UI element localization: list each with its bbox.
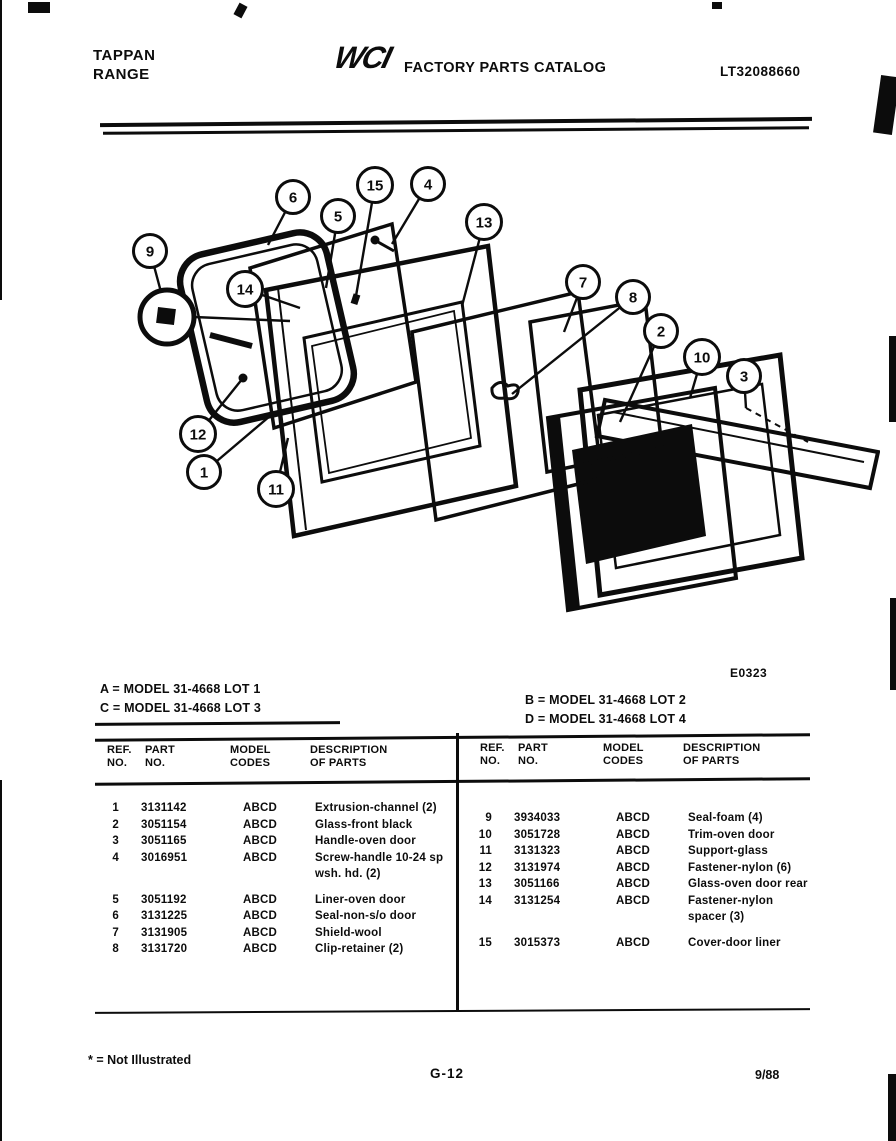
header-line: REF.: [107, 744, 132, 756]
codes-cell: ABCD: [616, 861, 651, 874]
codes-cell: ABCD: [243, 802, 278, 814]
callout-number: 12: [189, 426, 207, 444]
table-rule-top: [95, 733, 810, 742]
page-number: G-12: [430, 1066, 465, 1081]
seal-foam-sample: [156, 307, 176, 325]
model-b: B = MODEL 31-4668 LOT 2: [525, 693, 687, 707]
callout-number: 8: [628, 289, 638, 307]
ref-cell: 7: [112, 926, 119, 939]
desc-cell: Fastener-nylon spacer (3): [688, 894, 774, 923]
part-cell: 3131142: [141, 802, 187, 814]
part-cell: 3051192: [141, 893, 187, 906]
callout-number: 3: [739, 368, 749, 386]
liner-window-outer: [304, 302, 480, 482]
ref-cell: 8: [112, 943, 119, 955]
header-line: DESCRIPTION: [310, 744, 388, 756]
brand-line-1: TAPPAN: [93, 47, 156, 64]
callout-11: [259, 472, 294, 507]
ref-cell: 1: [112, 802, 119, 814]
codes-cell: ABCD: [243, 943, 278, 955]
header-line: PART: [145, 744, 175, 756]
description-header: [683, 742, 810, 767]
codes-cell: ABCD: [616, 828, 651, 841]
header-line: CODES: [603, 754, 644, 767]
header-line: MODEL: [603, 742, 644, 754]
callout-13: [467, 205, 502, 240]
callout-5: [322, 200, 355, 233]
header-line: MODEL: [230, 744, 271, 756]
callout-1: [188, 456, 221, 489]
desc-cell: Cover-door liner: [688, 936, 781, 949]
brand-name: [93, 46, 155, 84]
scan-artifact: [28, 2, 50, 13]
table-divider: [456, 733, 459, 1012]
header-line: NO.: [145, 756, 166, 769]
part-no-header: [518, 742, 603, 767]
desc-cell: Shield-wool: [315, 926, 382, 939]
callout-15: [358, 168, 393, 203]
description-header: [310, 744, 455, 769]
table-row: [470, 843, 810, 860]
codes-cell: ABCD: [243, 893, 278, 906]
table-row: [97, 925, 455, 942]
ref-no-header: [480, 742, 518, 767]
table-row: [97, 833, 455, 850]
callout-number: 10: [693, 349, 711, 367]
table-header-right: [470, 742, 810, 767]
header-rule-top: [100, 117, 812, 127]
ref-cell: 5: [112, 893, 119, 906]
callout-10: [685, 340, 720, 375]
part-cell: 3131974: [514, 861, 561, 874]
codes-cell: ABCD: [243, 926, 278, 939]
callout-number: 1: [199, 464, 209, 482]
table-row: [97, 800, 455, 817]
parts-table-left: [97, 800, 455, 958]
ref-cell: 14: [478, 894, 492, 907]
desc-cell: Extrusion-channel (2): [315, 802, 437, 814]
exploded-oven-door-diagram: [60, 150, 880, 670]
date-code: 9/88: [755, 1068, 780, 1082]
blob-pointer-line: [194, 317, 290, 321]
table-row: [470, 893, 810, 926]
part-cell: 3131323: [514, 845, 561, 857]
callout-number: 13: [475, 214, 493, 232]
ref-cell: 10: [478, 828, 492, 841]
callout-number: 14: [236, 281, 254, 299]
callout-number: 2: [656, 323, 666, 341]
table-row: [97, 908, 455, 925]
scan-artifact: [890, 598, 896, 690]
not-illustrated-note: * = Not Illustrated: [88, 1053, 192, 1067]
scan-artifact: [889, 336, 896, 422]
table-row: [97, 941, 455, 958]
desc-cell: Seal-foam (4): [688, 812, 763, 824]
desc-cell: Screw-handle 10-24 sp wsh. hd. (2): [315, 851, 444, 880]
model-d: D = MODEL 31-4668 LOT 4: [525, 712, 687, 726]
header-line: NO.: [107, 756, 128, 769]
ref-cell: 6: [112, 910, 119, 922]
callout-number: 4: [423, 176, 433, 194]
table-row: [470, 876, 810, 893]
seal-tail: [210, 335, 252, 346]
rear-door-window: [572, 424, 706, 564]
part-cell: 3131254: [514, 894, 561, 907]
callout-4: [412, 168, 445, 201]
part-cell: 3131720: [141, 943, 188, 955]
brand-line-2: RANGE: [93, 66, 150, 83]
table-row: [97, 892, 455, 909]
model-codes-header: [230, 744, 310, 769]
part-cell: 3131905: [141, 926, 188, 939]
desc-cell: Liner-oven door: [315, 893, 406, 906]
model-codes-header: [603, 742, 683, 767]
table-rule-header: [95, 777, 810, 786]
header-rule-bottom: [103, 126, 809, 135]
part-cell: 3051728: [514, 828, 561, 841]
header-line: OF PARTS: [310, 756, 367, 769]
part-cell: 3934033: [514, 812, 561, 824]
callout-number: 7: [578, 274, 588, 292]
callout-number: 5: [333, 208, 343, 226]
callout-2: [645, 315, 678, 348]
table-row: [470, 810, 810, 827]
model-a: A = MODEL 31-4668 LOT 1: [100, 682, 261, 696]
header-line: NO.: [518, 754, 539, 767]
part-cell: 3131225: [141, 910, 188, 922]
model-list-left: [100, 680, 261, 718]
callout-number: 15: [366, 177, 384, 195]
desc-cell: Glass-front black: [315, 818, 413, 831]
codes-cell: ABCD: [243, 835, 278, 847]
ref-no-header: [107, 744, 145, 769]
codes-cell: ABCD: [616, 878, 651, 890]
wci-logo: WCI: [330, 40, 394, 75]
part-cell: 3051166: [514, 878, 560, 890]
table-row: [97, 817, 455, 834]
part-cell: 3015373: [514, 936, 561, 949]
part-cell: 3016951: [141, 851, 188, 864]
callout-12: [181, 417, 216, 452]
model-c: C = MODEL 31-4668 LOT 3: [100, 701, 262, 715]
callout3-dashed-line: [746, 408, 808, 442]
model-list-right: [525, 691, 686, 729]
part-cell: 3051165: [141, 835, 187, 847]
catalog-title: FACTORY PARTS CATALOG: [404, 60, 607, 76]
callout-9: [134, 235, 167, 268]
ref-cell: 13: [478, 878, 492, 890]
desc-cell: Glass-oven door rear: [688, 878, 808, 890]
callout-14: [228, 272, 263, 307]
document-number: LT32088660: [720, 64, 801, 79]
scan-artifact: [712, 2, 722, 9]
desc-cell: Support-glass: [688, 845, 768, 857]
engineering-code: E0323: [730, 666, 768, 680]
callout-number: 6: [288, 189, 298, 207]
codes-cell: ABCD: [616, 812, 651, 824]
codes-cell: ABCD: [616, 894, 651, 907]
table-rule-bottom: [95, 1008, 810, 1014]
parts-table-right: [470, 810, 810, 951]
header-line: DESCRIPTION: [683, 742, 761, 754]
desc-cell: Seal-non-s/o door: [315, 910, 417, 922]
scan-artifact: [0, 780, 2, 1141]
codes-cell: ABCD: [243, 818, 278, 831]
liner-window-inner: [312, 311, 471, 473]
header-line: CODES: [230, 756, 271, 769]
ref-cell: 9: [485, 812, 492, 824]
table-row: [470, 860, 810, 877]
table-row: [97, 850, 455, 883]
codes-cell: ABCD: [243, 910, 278, 922]
desc-cell: Handle-oven door: [315, 835, 416, 847]
callout-number: 11: [268, 481, 284, 499]
header-line: NO.: [480, 754, 501, 767]
callout-8: [617, 281, 650, 314]
callout-7: [567, 266, 600, 299]
header-line: REF.: [480, 742, 505, 754]
ref-cell: 3: [112, 835, 119, 847]
ref-cell: 12: [478, 861, 492, 874]
desc-cell: Fastener-nylon (6): [688, 861, 792, 874]
table-rule-short: [95, 721, 340, 726]
callout-number: 9: [145, 243, 155, 261]
ref-cell: 2: [112, 818, 119, 831]
header-line: OF PARTS: [683, 754, 740, 767]
scan-artifact: [888, 1074, 896, 1141]
ref-cell: 11: [479, 845, 492, 857]
callout-3: [728, 360, 761, 393]
codes-cell: ABCD: [616, 845, 651, 857]
ref-cell: 4: [112, 851, 119, 864]
part-cell: 3051154: [141, 818, 187, 831]
codes-cell: ABCD: [616, 936, 651, 949]
scan-artifact: [0, 0, 2, 300]
desc-cell: Trim-oven door: [688, 828, 775, 841]
callout-6: [277, 181, 310, 214]
scan-artifact: [873, 75, 896, 135]
codes-cell: ABCD: [243, 851, 278, 864]
table-row: [470, 935, 810, 952]
table-header-left: [97, 744, 455, 769]
ref-cell: 15: [478, 936, 492, 949]
part-no-header: [145, 744, 230, 769]
header-line: PART: [518, 742, 548, 754]
desc-cell: Clip-retainer (2): [315, 943, 404, 955]
table-row: [470, 827, 810, 844]
scan-artifact: [233, 3, 247, 19]
